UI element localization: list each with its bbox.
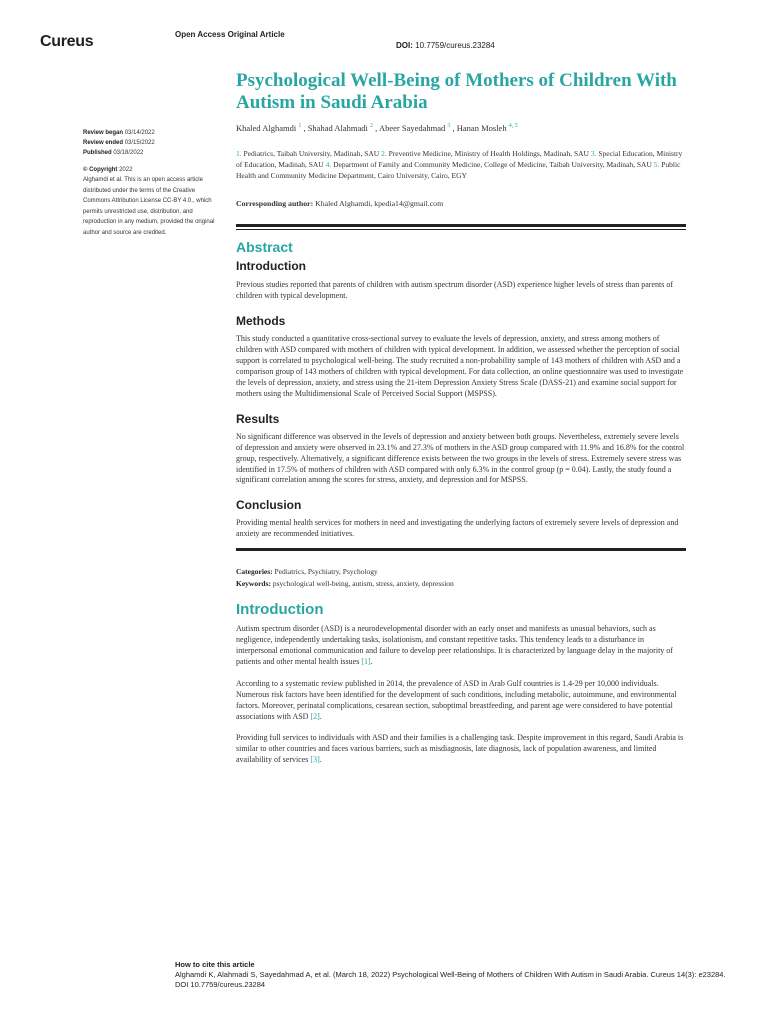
abstract-conclusion-heading: Conclusion [236, 498, 302, 513]
abstract-bottom-rule [236, 548, 686, 551]
citation-link[interactable]: [1] [361, 656, 371, 666]
citation-link[interactable]: [2] [310, 711, 320, 721]
article-main [236, 70, 686, 766]
affiliation-text: Preventive Medicine, Ministry of Health Holdings, Madinah, SAU [386, 149, 591, 158]
keywords-label: Keywords: [236, 578, 271, 588]
abstract-methods-text: This study conducted a quantitative cross-sectional survey to evaluate the levels of depression, anxiety, and stress among mothers of children with ASD compared with mothers of children with typical development. In addition, we assessed whether the perception of social support is correlated to psychological well-being. The study recruited a non-probability sample of 143 mothers of children with ASD and a comparison group of 143 mothers of children with typical development. For data collection, an online questionnaire was used to investigate the levels of depression, anxiety, and stress using the 21-item Depression Anxiety Stress Scale (DASS-21) and examine social support for mothers using the Multidimensional Scale of Perceived Social Support (MSPSS). [236, 334, 684, 398]
copyright-year: 2022 [119, 167, 133, 173]
published-date: 03/18/2022 [113, 150, 144, 156]
author-name[interactable]: Abeer Sayedahmad [378, 123, 446, 133]
doi [396, 41, 495, 50]
review-began-label: Review began [83, 130, 124, 136]
paragraph-text: Providing full services to individuals with ASD and their families is a challenging task. Despite improvement in this regard, Saudi Arabia is similar to other countries and faces various barriers, such as misdiagnosis, late diagnosis, lack of population awareness, and limited availability of services [236, 733, 684, 765]
introduction-heading: Introduction [236, 601, 324, 619]
affiliations [236, 148, 686, 182]
paragraph-end: . [319, 711, 322, 721]
article-sidebar [83, 128, 218, 238]
copyright [83, 165, 218, 175]
citation-link[interactable]: [3] [310, 755, 320, 765]
abstract-results-text: No significant difference was observed in the levels of depression and anxiety between both groups. Nevertheless, extremely severe levels of depression and anxiety were observed in 23.1% and 27.3% of mothers in the ASD group compared with 11.9% and 16.8% for the control group, respectively. Alternatively, a significant difference exists between the two groups in the levels of stress. Extremely severe stress was identified in 17.5% of mothers of children with ASD compared with only 6.3% in the control group (p = 0.04). Lastly, the study found a significant correlation among the scores for stress, anxiety, and depression and for MSPSS. [236, 431, 685, 485]
abstract-introduction-heading: Introduction [236, 258, 306, 273]
affiliation-number: 4. [325, 160, 332, 170]
review-ended-date: 03/15/2022 [124, 140, 155, 146]
author-affiliation-ref[interactable]: 1 [298, 123, 302, 130]
affiliation-number: 1. [236, 149, 242, 158]
categories [236, 566, 686, 578]
paragraph-text: Autism spectrum disorder (ASD) is a neurodevelopmental disorder with an early onset and manifests as unusual behaviors, such as negligence, independently undertaking tasks, isolationism, and constant repetitive tasks. This tendency leads to a disturbance in interpersonal emotional communication and failure to develop peer relationships. It is characterized by language delay in the majority of patients and other mental health issues [236, 624, 673, 666]
corresponding-label: Corresponding author: [236, 198, 314, 208]
review-ended [83, 138, 218, 148]
abstract-top-rule [236, 224, 686, 230]
author-affiliation-ref[interactable]: 3 [447, 123, 451, 130]
introduction-paragraph [236, 733, 686, 766]
abstract-results-heading: Results [236, 411, 280, 426]
keywords [236, 578, 686, 590]
cite-heading: How to cite this article [175, 960, 255, 969]
affiliation-number: 3. [590, 149, 597, 158]
affiliation-number: 2. [381, 149, 387, 158]
citation-text: Alghamdi K, Alahmadi S, Sayedahmad A, et al. (March 18, 2022) Psychological Well-Being of Mothers of Children With Autism in Saudi Arabia. Cureus 14(3): e23284. DOI 10.7759/cureus.23284 [175, 970, 726, 989]
author-list [236, 123, 686, 133]
categories-label: Categories: [236, 567, 273, 577]
paragraph-end: . [319, 755, 322, 765]
abstract-methods-heading: Methods [236, 314, 286, 329]
author-affiliation-ref[interactable]: 4, 5 [508, 123, 518, 130]
doi-label: DOI: [396, 41, 413, 50]
citation-footer [175, 960, 735, 990]
author-separator: , [301, 123, 308, 133]
abstract-heading: Abstract [236, 238, 293, 255]
review-ended-label: Review ended [83, 140, 124, 146]
corresponding-contact[interactable]: Khaled Alghamdi, kpedia14@gmail.com [315, 198, 444, 208]
author-name[interactable]: Shahad Alahmadi [307, 123, 368, 133]
introduction-paragraph [236, 679, 686, 723]
paragraph-text: According to a systematic review published in 2014, the prevalence of ASD in Arab Gulf countries is 1.4-29 per 10,000 individuals. Numerous risk factors have been identified for the development of such conditions, including metabolic, autoimmune, and environmental factors. Moreover, perinatal complications, cesarean section, suboptimal breastfeeding, and parent age were considered to have potential associations with ASD [236, 678, 677, 721]
introduction-paragraph [236, 624, 686, 668]
paragraph-end: . [370, 656, 373, 666]
abstract-introduction-text: Previous studies reported that parents of children with autism spectrum disorder (ASD) experience higher levels of stress than parents of children with typical development. [236, 279, 673, 300]
article-title: Psychological Well-Being of Mothers of Children With Autism in Saudi Arabia [236, 70, 677, 113]
corresponding-author [236, 199, 686, 208]
affiliation-text: Department of Family and Community Medicine, College of Medicine, Taibah University, Madinah, SAU [331, 160, 654, 170]
abstract-conclusion-text: Providing mental health services for mothers in need and investigating the underlying factors of extremely severe levels of depression and anxiety are recommended initiatives. [236, 518, 679, 539]
author-separator: , [450, 123, 457, 133]
keywords-block [236, 566, 686, 589]
affiliation-text: Pediatrics, Taibah University, Madinah, SAU [241, 149, 382, 158]
affiliation-number: 5. [653, 160, 660, 170]
published [83, 148, 218, 158]
keywords-list: psychological well-being, autism, stress, anxiety, depression [272, 578, 454, 588]
author-name[interactable]: Khaled Alghamdi [236, 123, 297, 133]
review-began [83, 128, 218, 138]
article-type: Open Access Original Article [175, 30, 285, 39]
published-label: Published [83, 150, 112, 156]
license-text: Alghamdi et al. This is an open access article distributed under the terms of the Creative Commons Attribution License CC-BY 4.0., which permits unrestricted use, distribution, and reproduction in any medium, provided the original author and source are credited. [83, 177, 215, 236]
affiliation-text: Public Health and Community Medicine Department, Cairo University, Cairo, EGY [236, 160, 681, 181]
author-separator: , [373, 123, 379, 133]
review-began-date: 03/14/2022 [124, 130, 155, 136]
author-name[interactable]: Hanan Mosleh [456, 123, 507, 133]
author-affiliation-ref[interactable]: 2 [370, 123, 374, 130]
affiliation-text: Special Education, Ministry of Education, Madinah, SAU [236, 149, 683, 170]
categories-list[interactable]: Pediatrics, Psychiatry, Psychology [274, 567, 378, 577]
cureus-logo: Cureus [40, 33, 94, 50]
doi-link[interactable]: 10.7759/cureus.23284 [415, 41, 495, 50]
copyright-label: © Copyright [83, 167, 118, 173]
